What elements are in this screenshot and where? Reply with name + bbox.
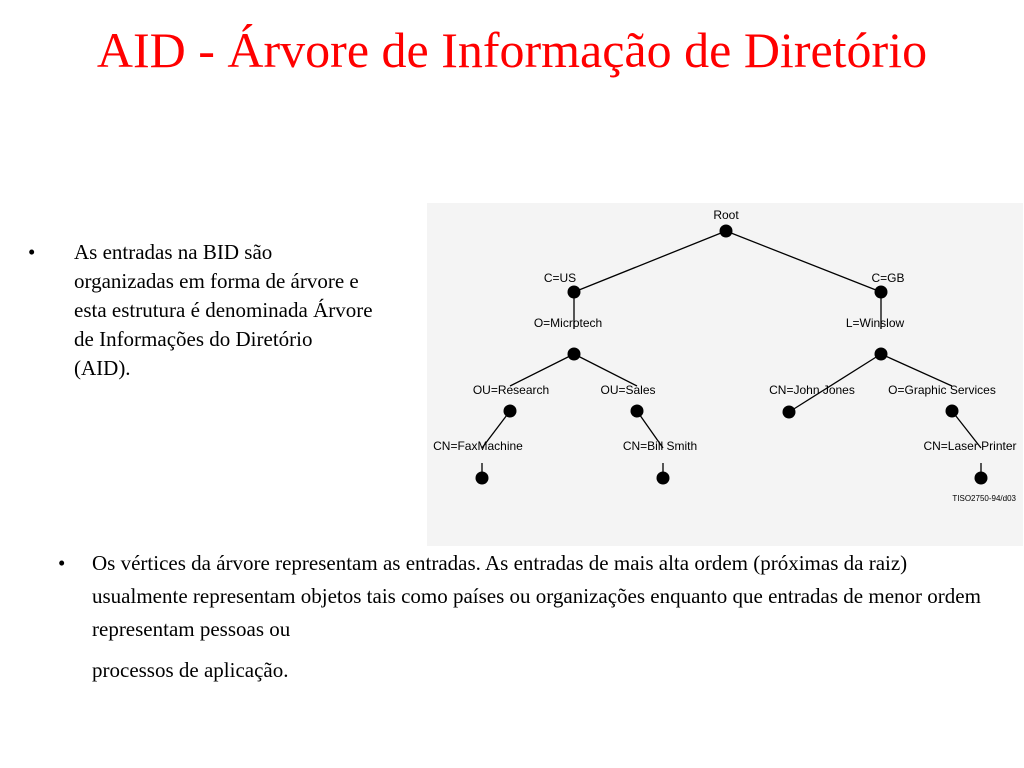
slide-title: AID - Árvore de Informação de Diretório bbox=[96, 22, 928, 78]
bullet-marker: • bbox=[28, 240, 36, 264]
directory-tree-diagram bbox=[427, 203, 1023, 546]
label-cn-faxmachine: CN=FaxMachine bbox=[433, 439, 523, 453]
node-cn-laser-printer bbox=[975, 472, 988, 485]
label-c-gb: C=GB bbox=[871, 271, 905, 285]
edge-root-us bbox=[574, 231, 726, 292]
label-ou-sales: OU=Sales bbox=[600, 383, 656, 397]
label-cn-laser-printer: CN=Laser Printer bbox=[923, 439, 1017, 453]
bullet-text: As entradas na BID são organizadas em forma de árvore e esta estrutura é denominada Árvore de Informações do Diretório (AID). bbox=[74, 240, 373, 380]
label-l-winslow: L=Winslow bbox=[845, 316, 905, 330]
bullet-text-main: Os vértices da árvore representam as entradas. As entradas de mais alta ordem (próximas da raiz) usualmente representam objetos tais como países ou organizações enquanto que entradas de menor ordem representam pessoas ou bbox=[92, 551, 981, 641]
node-root bbox=[720, 225, 733, 238]
bullet-marker: • bbox=[58, 551, 66, 575]
node-cn-john-jones bbox=[783, 406, 796, 419]
edge-winslow-graphicservices bbox=[881, 354, 952, 386]
tree-svg bbox=[427, 203, 1023, 546]
label-cn-bill-smith: CN=Bill Smith bbox=[622, 439, 698, 453]
node-o-microtech bbox=[568, 348, 581, 361]
tree-labels bbox=[433, 208, 1016, 453]
edge-microtech-sales bbox=[574, 354, 637, 386]
node-l-winslow bbox=[875, 348, 888, 361]
node-cn-faxmachine bbox=[476, 472, 489, 485]
label-ou-research: OU=Research bbox=[472, 383, 550, 397]
tree-nodes bbox=[476, 225, 988, 485]
node-c-gb bbox=[875, 286, 888, 299]
edge-microtech-research bbox=[510, 354, 574, 386]
bullet-text-last-line: processos de aplicação. bbox=[92, 658, 289, 682]
label-o-graphic-services: O=Graphic Services bbox=[888, 383, 996, 397]
bullet-item-tree-structure bbox=[28, 238, 373, 383]
label-cn-john-jones: CN=John Jones bbox=[769, 383, 855, 397]
node-o-graphic-services bbox=[946, 405, 959, 418]
label-c-us: C=US bbox=[543, 271, 577, 285]
node-ou-sales bbox=[631, 405, 644, 418]
tree-edges bbox=[482, 231, 981, 478]
node-cn-bill-smith bbox=[657, 472, 670, 485]
label-root: Root bbox=[713, 208, 739, 222]
bullet-text bbox=[92, 547, 998, 687]
edge-root-gb bbox=[726, 231, 881, 292]
label-o-microtech: O=Microtech bbox=[533, 316, 603, 330]
node-ou-research bbox=[504, 405, 517, 418]
bullet-item-vertices bbox=[58, 547, 998, 687]
node-c-us bbox=[568, 286, 581, 299]
figure-reference-code: TISO2750-94/d03 bbox=[952, 494, 1016, 503]
